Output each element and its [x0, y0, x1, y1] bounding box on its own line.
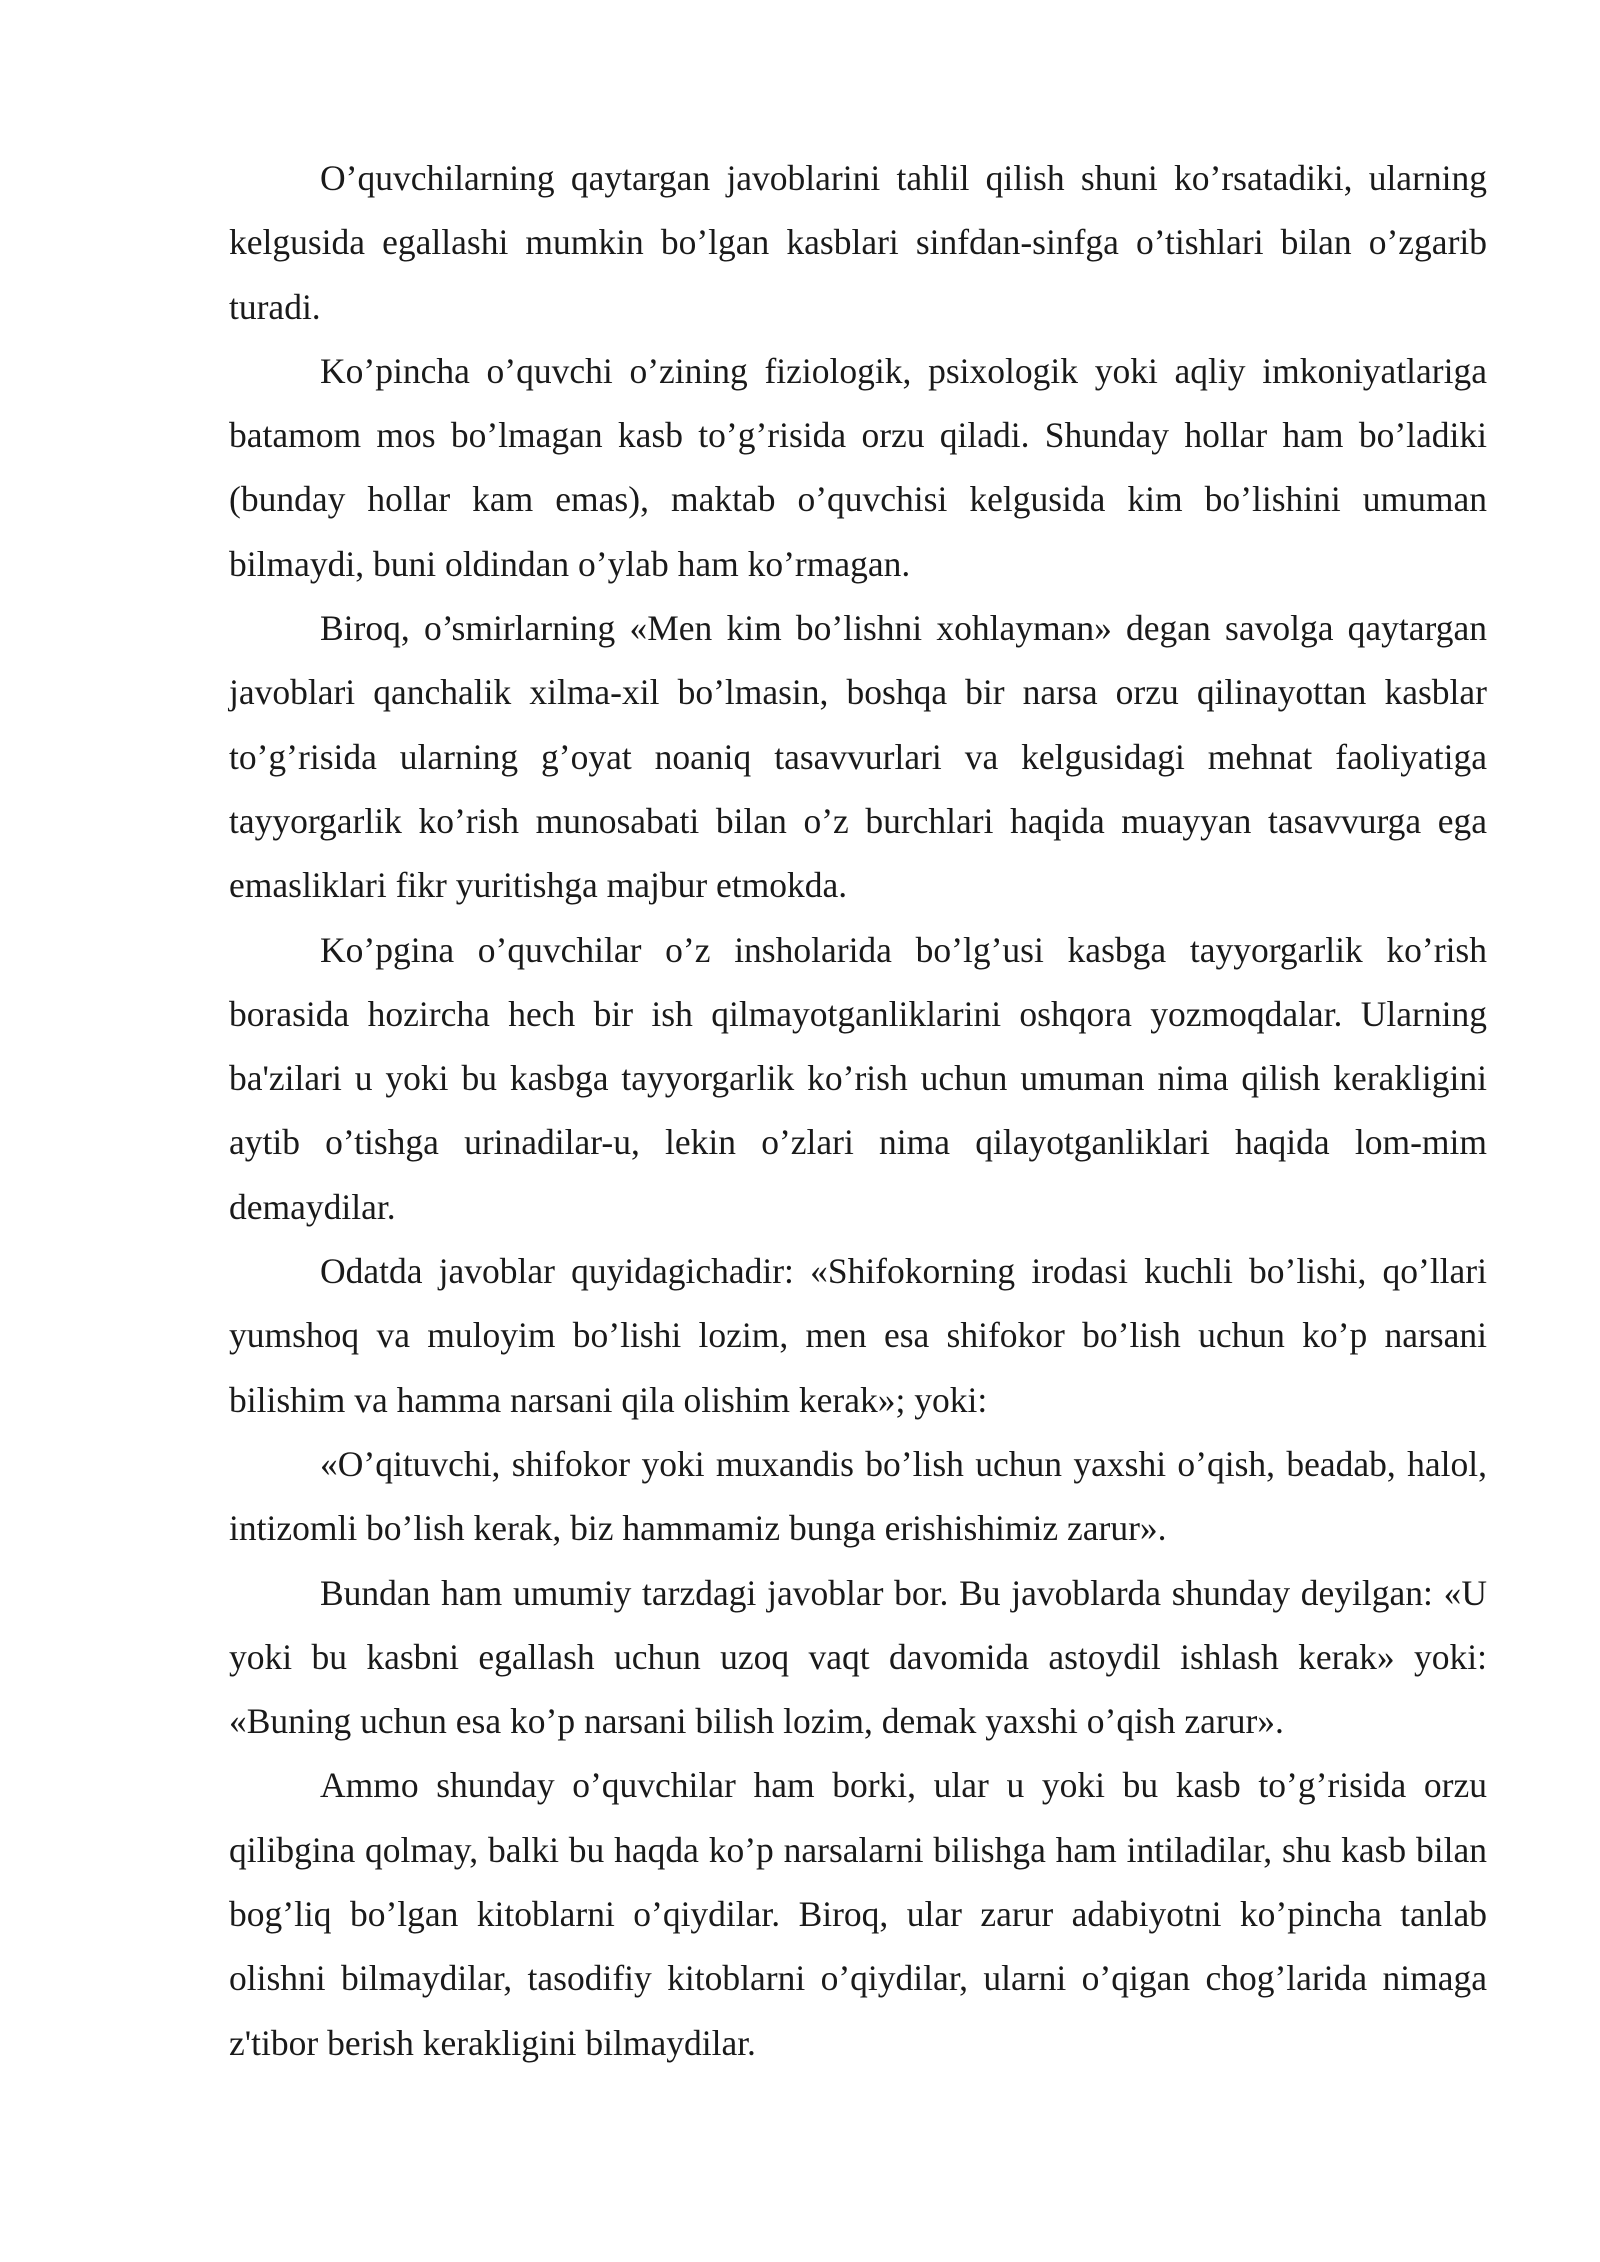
paragraph-2: Ko’pincha o’quvchi o’zining fiziologik, psixologik yoki aqliy imkoniyatlariga batamom mos bo’lmagan kasb to’g’risida orzu qiladi. Shunday hollar ham bo’ladiki (bunday hollar kam emas), maktab o’quvchisi kelgusida kim bo’lishini umuman bilmaydi, buni oldindan o’ylab ham ko’rmagan. — [229, 350, 1487, 584]
paragraph-7: Bundan ham umumiy tarzdagi javoblar bor. Bu javoblarda shunday deyilgan: «U yoki bu kasbni egallash uchun uzoq vaqt davomida astoydil ishlash kerak» yoki: «Buning uchun esa ko’p narsani bilish lozim, demak yaxshi o’qish zarur». — [229, 1572, 1487, 1742]
paragraph-1: O’quvchilarning qaytargan javoblarini tahlil qilish shuni ko’rsatadiki, ularning kelgusida egallashi mumkin bo’lgan kasblari sinfdan-sinfga o’tishlari bilan o’zgarib turadi. — [229, 158, 1487, 327]
paragraph-3: Biroq, o’smirlarning «Men kim bo’lishni xohlayman» degan savolga qaytargan javoblari qanchalik xilma-xil bo’lmasin, boshqa bir narsa orzu qilinayottan kasblar to’g’risida ularning g’oyat noaniq tasavvurlari va kelgusidagi mehnat faoliyatiga tayyorgarlik ko’rish munosabati bilan o’z burchlari haqida muayyan tasavvurga ega emasliklari fikr yuritishga majbur etmokda. — [229, 608, 1487, 906]
paragraph-6: «O’qituvchi, shifokor yoki muxandis bo’lish uchun yaxshi o’qish, beadab, halol, intizomli bo’lish kerak, biz hammamiz bunga erishishimiz zarur». — [229, 1443, 1487, 1549]
paragraph-8: Ammo shunday o’quvchilar ham borki, ular u yoki bu kasb to’g’risida orzu qilibgina qolmay, balki bu haqda ko’p narsalarni bilishga ham intiladilar, shu kasb bilan bog’liq bo’lgan kitoblarni o’qiydilar. Biroq, ular zarur adabiyotni ko’pincha tanlab olishni bilmaydilar, tasodifiy kitoblarni o’qiydilar, ularni o’qigan chog’larida nimaga z'tibor berish kerakligini bilmaydilar. — [229, 1765, 1487, 2063]
paragraph-5: Odatda javoblar quyidagichadir: «Shifokorning irodasi kuchli bo’lishi, qo’llari yumshoq va muloyim bo’lishi lozim, men esa shifokor bo’lish uchun ko’p narsani bilishim va hamma narsani qila olishim kerak»; yoki: — [229, 1251, 1487, 1420]
document-body — [229, 146, 1487, 2075]
paragraph-4: Ko’pgina o’quvchilar o’z insholarida bo’lg’usi kasbga tayyorgarlik ko’rish borasida hozircha hech bir ish qilmayotganliklarini oshqora yozmoqdalar. Ularning ba'zilari u yoki bu kasbga tayyorgarlik ko’rish uchun umuman nima qilish kerakligini aytib o’tishga urinadilar-u, lekin o’zlari nima qilayotganliklari haqida lom-mim demaydilar. — [229, 929, 1487, 1227]
